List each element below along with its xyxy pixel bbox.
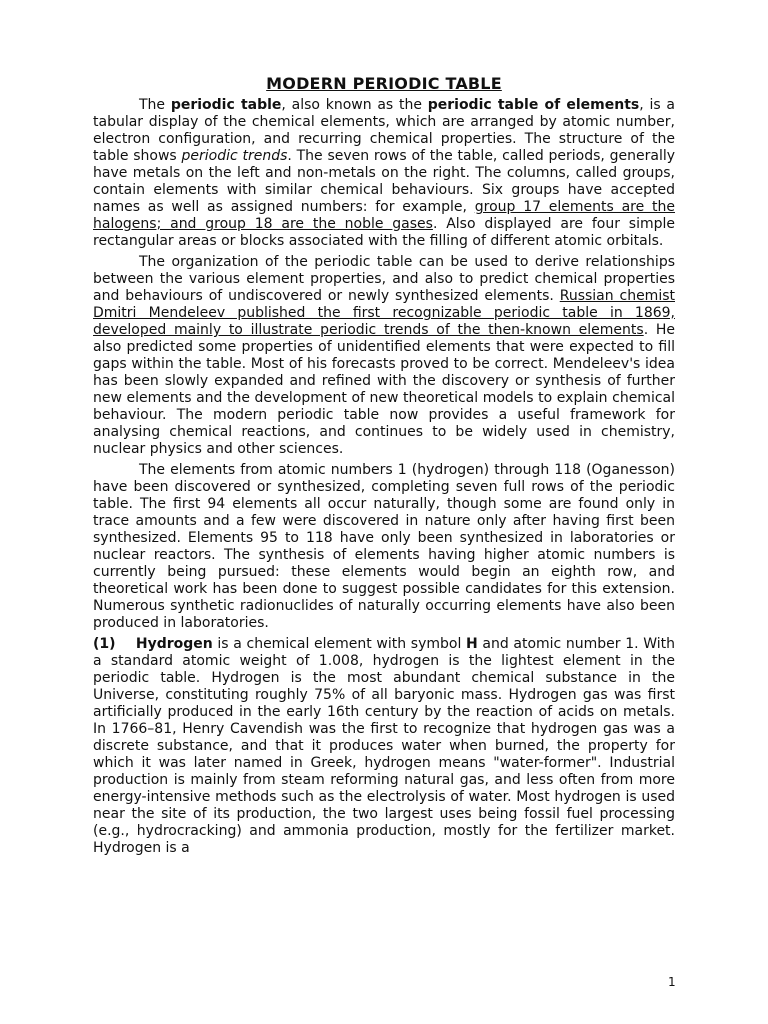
paragraph-elements [93, 462, 675, 632]
text-run: . Also displayed are four simple rectangular areas or blocks associated with the filling of different atomic orbitals. [93, 216, 675, 249]
underlined-text: Russian chemist Dmitri Mendeleev published the first recognizable periodic table in 1869, developed mainly to illustrate periodic trends of the then-known elements [93, 288, 675, 338]
document-page [93, 74, 675, 857]
section-heading: (1) Hydrogen [93, 636, 213, 652]
page-title: MODERN PERIODIC TABLE [266, 74, 502, 93]
paragraph-organization [93, 254, 675, 458]
underlined-text: group 17 elements are the halogens; and group 18 are the noble gases [93, 199, 675, 232]
text-run: The elements from atomic numbers 1 (hydrogen) through 118 (Oganesson) have been discovered or synthesized, completing seven full rows of the periodic table. The first 94 elements all occur naturally, though some are found only in trace amounts and a few were discovered in nature only after having first been synthesized. Elements 95 to 118 have only been synthesized in laboratories or nuclear reactors. The synthesis of elements having higher atomic numbers is currently being pursued: these elements would begin an eighth row, and theoretical work has been done to suggest possible candidates for this extension. Numerous synthetic radionuclides of naturally occurring elements have also been produced in laboratories. [93, 462, 675, 631]
italic-term: periodic trends [181, 148, 288, 164]
element-symbol: H [466, 636, 478, 652]
paragraph-hydrogen [93, 636, 675, 857]
text-run: and atomic number 1. With a standard atomic weight of 1.008, hydrogen is the lightest element in the periodic table. Hydrogen is the most abundant chemical substance in the Universe, constituting roughly 75% of all baryonic mass. Hydrogen gas was first artificially produced in the early 16th century by the reaction of acids on metals. In 1766–81, Henry Cavendish was the first to recognize that hydrogen gas was a discrete substance, and that it produces water when burned, the property for which it was later named in Greek, hydrogen means "water-former". Industrial production is mainly from steam reforming natural gas, and less often from more energy-intensive methods such as the electrolysis of water. Most hydrogen is used near the site of its production, the two largest uses being fossil fuel processing (e.g., hydrocracking) and ammonia production, mostly for the fertilizer market. Hydrogen is a [93, 636, 676, 856]
text-run: , is a tabular display of the chemical elements, which are arranged by atomic number, electron configuration, and recurring chemical properties. The structure of the table shows [93, 97, 675, 164]
text-run: The [139, 97, 171, 113]
page-number: 1 [668, 975, 676, 989]
paragraph-intro [93, 97, 675, 250]
text-run: is a chemical element with symbol [212, 636, 467, 652]
bold-term: periodic table [170, 97, 282, 113]
text-run: , also known as the [281, 97, 428, 113]
bold-term: periodic table of elements [427, 97, 640, 113]
text-run: . He also predicted some properties of unidentified elements that were expected to fill gaps within the table. Most of his forecasts proved to be correct. Mendeleev's idea has been slowly expanded and refined with the discovery or synthesis of further new elements and the development of new theoretical models to explain chemical behaviour. The modern periodic table now provides a useful framework for analysing chemical reactions, and continues to be widely used in chemistry, nuclear physics and other sciences. [93, 322, 675, 457]
text-run: The organization of the periodic table can be used to derive relationships between the various element properties, and also to predict chemical properties and behaviours of undiscovered or newly synthesized elements. [93, 254, 675, 304]
text-run: . The seven rows of the table, called periods, generally have metals on the left and non-metals on the right. The columns, called groups, contain elements with similar chemical behaviours. Six groups have accepted names as well as assigned numbers: for example, [93, 148, 676, 215]
